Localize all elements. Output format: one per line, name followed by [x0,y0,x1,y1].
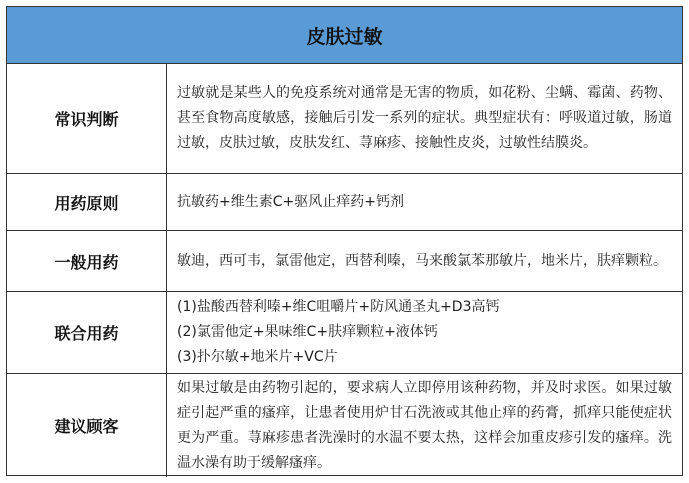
row-text: 过敏就是某些人的免疫系统对通常是无害的物质，如花粉、尘螨、霉菌、药物、甚至食物高度敏感，接触后引发一系列的症状。典型症状有：呼吸道过敏，肠道过敏，皮肤过敏，皮肤发红、荨麻疹、接触性皮炎，过敏性结膜炎。 [177,85,672,151]
table-row-general-medication [7,231,682,292]
table-row-common-sense [7,64,682,174]
table-row-medication-principle [7,174,682,231]
table-title: 皮肤过敏 [7,7,682,64]
skin-allergy-table [6,6,683,476]
row-label: 联合用药 [7,292,167,373]
row-text: 如果过敏是由药物引起的，要求病人立即停用该种药物，并及时求医。如果过敏症引起严重的瘙痒，让患者使用炉甘石洗液或其他止痒的药膏，抓痒只能使症状更为严重。荨麻疹患者洗澡时的水温不要太热，这样会加重皮疹引发的瘙痒。洗温水澡有助于缓解瘙痒。 [177,379,672,471]
row-label: 建议顾客 [7,374,167,477]
row-content [167,374,682,477]
row-text: 敏迪，西可韦，氯雷他定，西替利嗪，马来酸氯苯那敏片，地米片，肤痒颗粒。 [177,252,667,269]
row-content [167,64,682,173]
row-label: 一般用药 [7,231,167,291]
combo-line-3: (3)扑尔敏+地米片+VC片 [177,349,338,365]
table-row-customer-advice [7,374,682,477]
row-text: 抗敏药+维生素C+驱风止痒药+钙剂 [177,193,404,210]
table-row-combined-medication [7,292,682,374]
row-label: 常识判断 [7,64,167,173]
row-content [167,174,682,230]
row-label: 用药原则 [7,174,167,230]
row-content [167,231,682,291]
row-content [167,292,682,373]
combo-line-2: (2)氯雷他定+果味维C+肤痒颗粒+液体钙 [177,324,438,340]
combo-line-1: (1)盐酸西替利嗪+维C咀嚼片+防风通圣丸+D3高钙 [177,299,500,315]
